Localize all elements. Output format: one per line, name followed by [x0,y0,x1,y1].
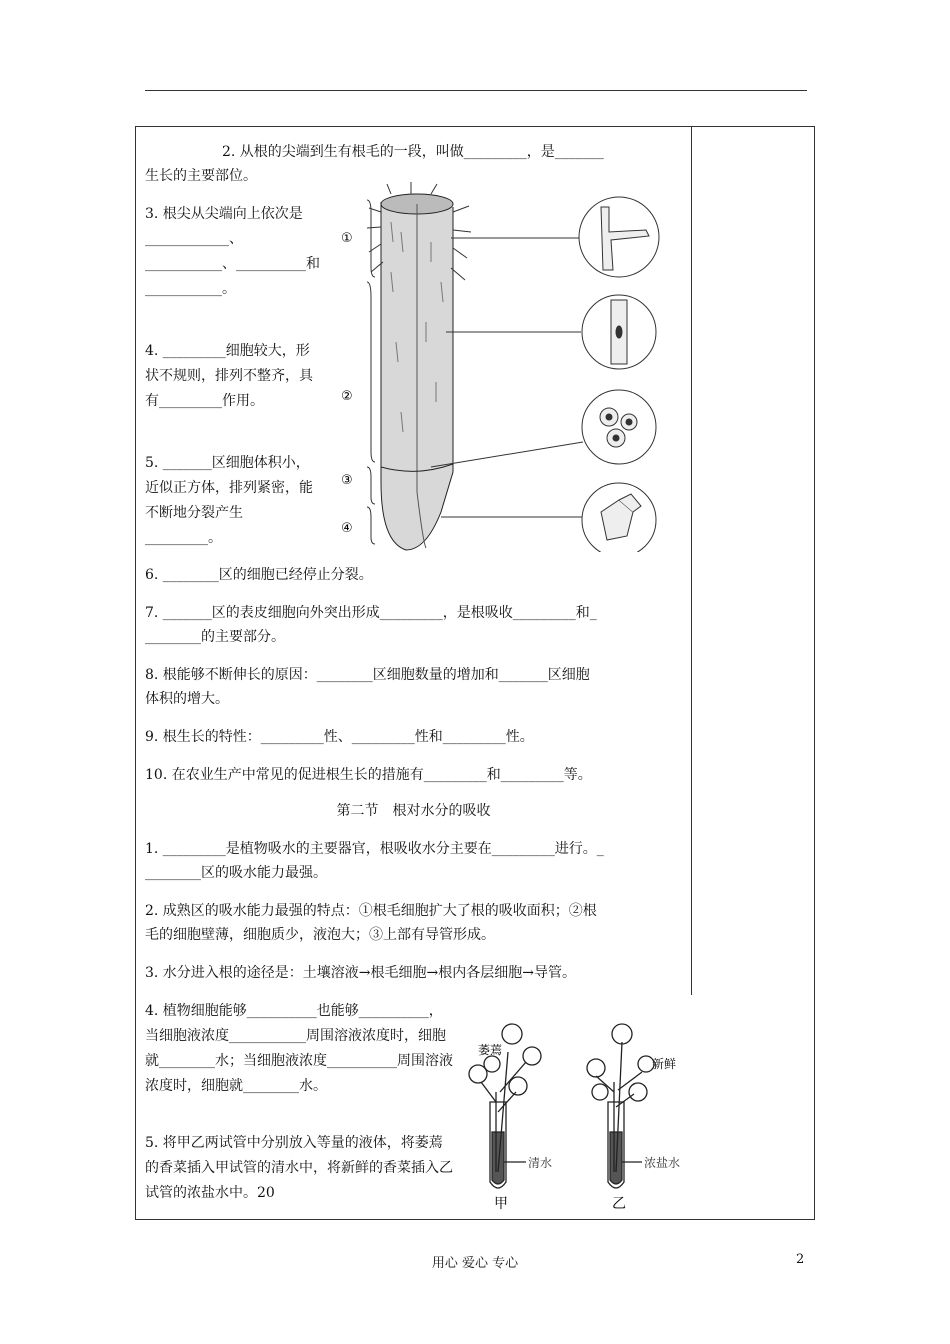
q7-line1: 7. _______区的表皮细胞向外突出形成_________，是根吸收_________和_ [145,605,597,621]
q3-text: 3. 根尖从尖端向上依次是____________、___________、__________和___________。 [145,206,320,297]
s2-q4-text: 4. 植物细胞能够__________也能够__________，当细胞液浓度___________周围溶液浓度时，细胞就________水；当细胞液浓度__________周围溶液浓度时，细胞就________水。 [145,1003,453,1094]
label-zone-2: ② [341,389,353,404]
s2-q1-line1: 1. _________是植物吸水的主要器官，根吸收水分主要在_________进行。_ [145,841,604,857]
label-brine: 浓盐水 [644,1156,681,1170]
section2-title: 第二节 根对水分的吸收 [336,803,491,819]
label-wilted: 萎蔫 [478,1043,503,1057]
q8-line1: 8. 根能够不断伸长的原因：________区细胞数量的增加和_______区细胞 [145,667,590,683]
q2-line2: 生长的主要部位。 [145,168,257,184]
label-zone-4: ④ [341,521,353,536]
worksheet-table [135,126,815,1220]
label-zone-1: ① [341,231,353,246]
q6-text: 6. ________区的细胞已经停止分裂。 [145,567,373,583]
q10-text: 10. 在农业生产中常见的促进根生长的措施有_________和_________等。 [145,767,592,783]
s2-q5-text: 5. 将甲乙两试管中分别放入等量的液体，将萎蔫的香菜插入甲试管的清水中，将新鲜的香菜插入乙试管的浓盐水中。20 [145,1135,453,1201]
footer-slogan: 用心 爱心 专心 [431,1256,519,1271]
label-tube-b: 乙 [612,1196,626,1212]
label-fresh: 新鲜 [652,1057,677,1071]
q5-text: 5. _______区细胞体积小，近似正方体，排列紧密，能不断地分裂产生_________。 [145,455,313,546]
page-number: 2 [796,1252,805,1267]
q2-line1: 2. 从根的尖端到生有根毛的一段，叫做_________，是_______ [222,144,604,160]
q4-text: 4. _________细胞较大，形状不规则，排列不整齐，具有_________作用。 [145,343,313,409]
header-rule [145,90,807,91]
q8-line2: 体积的增大。 [145,691,229,707]
label-water: 清水 [528,1156,553,1170]
column-divider [691,127,692,995]
s2-q3-text: 3. 水分进入根的途径是：土壤溶液→根毛细胞→根内各层细胞→导管。 [145,965,576,981]
s2-q2-line2: 毛的细胞壁薄，细胞质少，液泡大；③上部有导管形成。 [145,927,495,943]
s2-q2-line1: 2. 成熟区的吸水能力最强的特点：①根毛细胞扩大了根的吸收面积；②根 [145,903,597,919]
test-tube-diagram [466,1012,691,1217]
label-tube-a: 甲 [494,1196,508,1212]
q9-text: 9. 根生长的特性：_________性、_________性和_________性。 [145,729,534,745]
label-zone-3: ③ [341,473,353,488]
root-tip-diagram [331,182,686,552]
s2-q1-line2: ________区的吸水能力最强。 [145,865,327,881]
q7-line2: ________的主要部分。 [145,629,285,645]
